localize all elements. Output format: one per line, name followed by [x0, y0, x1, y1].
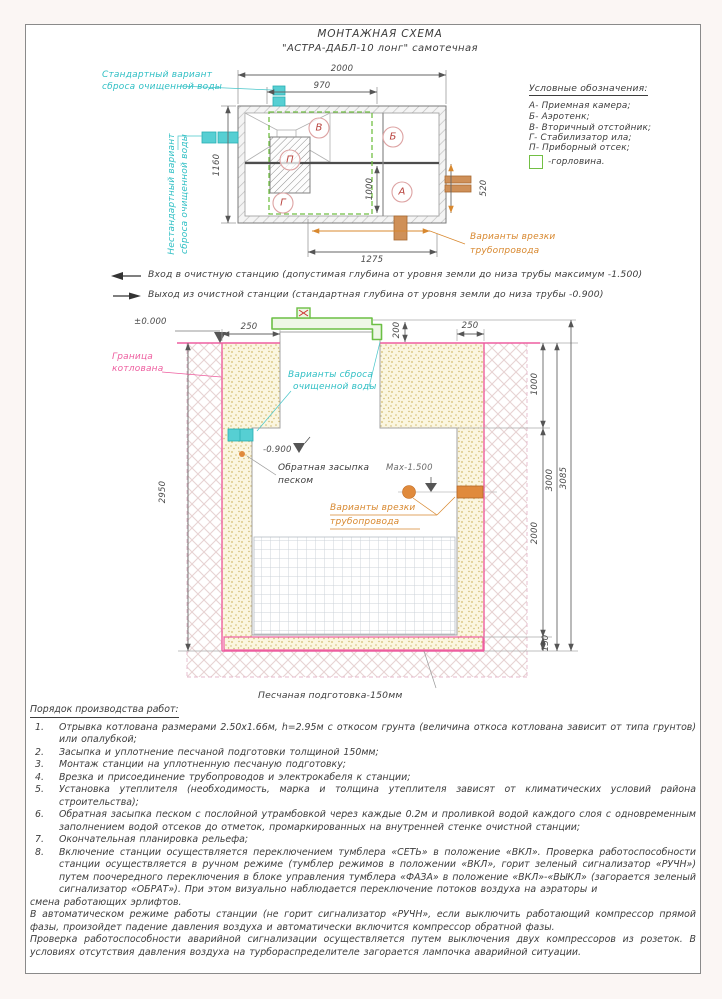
work-order-item: 7. Окончательная планировка рельефа; [35, 834, 249, 845]
section-dim-150: 150 [541, 634, 551, 652]
plan-pipe-variants-label-line2: трубопровода [470, 246, 540, 256]
plan-dim-520: 520 [479, 179, 489, 197]
work-order-title: Порядок производства работ: [30, 704, 179, 718]
work-order-item: 6. Обратная засыпка песком с послойной утрамбовкой через каждые 0.2м и проливкой водой каждого слоя с одновременным заполнением водой отсеков до отметок, промаркированных на внутренней стенке очистной станции; [35, 809, 696, 833]
work-order-item: 2. Засыпка и уплотнение песчаной подготовки толщиной 150мм; [35, 746, 379, 758]
backfill-label-line2: песком [278, 476, 314, 486]
section-sand-base [224, 637, 483, 650]
pit-boundary-label-line1: Граница [112, 352, 154, 362]
work-order [30, 704, 696, 959]
legend-item-v: В- Вторичный отстойник; [529, 123, 652, 133]
section-dim-250-right: 250 [461, 321, 479, 331]
work-order-paragraph: В автоматическом режиме работы станции (не горит сигнализатор «РУЧН», если выключить работающий компрессор прямой фазы, произойдет падение давления воздуха и автоматически включится компрессор обратной фазы. [30, 909, 696, 933]
drawing-subtitle: "АСТРА-ДАБЛ-10 лонг" самотечная [282, 43, 478, 54]
section-inlet-dot [403, 486, 416, 499]
work-order-paragraph: Проверка работоспособности аварийной сигнализации осуществляется путем выключения двух компрессоров из розеток. В условиях отсутствия давления воздуха на турбораспределителе загорается лампочка аварийной ситуации. [30, 934, 696, 958]
section-tank-grid [254, 537, 455, 634]
sand-base-label: Песчаная подготовка-150мм [258, 690, 403, 701]
drawing-title: МОНТАЖНАЯ СХЕМА [317, 28, 443, 40]
nonstandard-discharge-label-line1: Нестандартный вариант [167, 133, 177, 255]
work-order-list [30, 722, 696, 897]
pit-boundary-label-line2: котлована [112, 364, 164, 374]
work-order-item: 8. Включение станции осуществляется переключением тумблера «СЕТЬ» в положение «ВКЛ». Проверка работоспособности станции осуществляется в ручном режиме (тумблер режимов в положении «ВКЛ», горит зеленый сигнализатор «РУЧН») путем поочередного переключения в блоке управления тумблера «ФАЗА» в положение «ВКЛ»-«ВЫКЛ» (загорается зеленый сигнализатор «ОБРАТ»). При этом визуально наблюдается переключение потоков воздуха на аэраторы и [35, 846, 696, 895]
plan-dim-1000: 1000 [365, 177, 375, 201]
plan-dim-2000: 2000 [330, 64, 354, 74]
compartment-label-p: П [286, 154, 294, 166]
legend-title: Условные обозначения: [529, 83, 648, 94]
inlet-note: Вход в очистную станцию (допустимая глубина от уровня земли до низа трубы максимум -1.500) [148, 269, 643, 280]
section-pipe-variants-label-line1: Варианты врезки [330, 503, 416, 513]
section-dim-3085: 3085 [559, 466, 569, 490]
work-order-paragraph: смена работающих эрлифтов. [30, 896, 182, 908]
neck-legend-icon [529, 155, 543, 169]
section-dim-250-left: 250 [240, 322, 258, 332]
standard-discharge-label-line2: сброса очищенной воды [102, 82, 223, 92]
section-pipe-variants-label-line2: трубопровода [330, 517, 400, 527]
plan-dim-970: 970 [313, 81, 331, 91]
discharge-variants-label-line1: Варианты сброса [288, 370, 374, 380]
work-order-item: 5. Установка утеплителя (необходимость, марка и толщина утеплителя зависят от климатических условий района строительства); [35, 784, 696, 808]
work-order-item: 3. Монтаж станции на уплотненную песчаную подготовку; [35, 759, 346, 770]
section-dim-2950: 2950 [158, 480, 168, 504]
compartment-label-v: В [315, 122, 323, 134]
section-max-1500: Max-1.500 [386, 463, 433, 473]
legend-item-g: Г- Стабилизатор ила; [529, 133, 632, 143]
legend-item-a: А- Приемная камера; [529, 101, 631, 111]
section-outlet-pipe [228, 429, 253, 441]
plan-dim-1275: 1275 [360, 255, 384, 265]
plan-dim-1160: 1160 [212, 153, 222, 177]
section-dim-1000: 1000 [530, 372, 540, 396]
section-level-zero: ±0.000 [134, 317, 167, 327]
section-dim-2000: 2000 [530, 521, 540, 545]
standard-discharge-label-line1: Стандартный вариант [102, 70, 213, 80]
section-level-0900: -0.900 [263, 445, 292, 455]
legend-item-gorlovina: -горловина. [548, 157, 605, 167]
work-order-item: 1. Отрывка котлована размерами 2.50х1.66м, h=2.95м с откосом грунта (величина откоса котлована зависит от типа грунтов) или опалубкой; [35, 721, 696, 745]
outlet-note: Выход из очистной станции (стандартная глубина от уровня земли до низа трубы -0.900) [148, 289, 604, 300]
legend-item-p: П- Приборный отсек; [529, 143, 630, 153]
nonstandard-discharge-label-line2: сброса очищенной воды [180, 133, 190, 255]
section-view [162, 308, 578, 688]
compartment-label-b: Б [389, 131, 397, 143]
plan-pipe-variants-label-line1: Варианты врезки [470, 232, 556, 242]
section-outlet-dot [239, 451, 245, 457]
backfill-label-line1: Обратная засыпка [278, 463, 370, 473]
compartment-label-g: Г [280, 197, 286, 209]
compartment-label-a: А [398, 186, 406, 198]
note-arrows [111, 272, 141, 300]
section-dim-3000: 3000 [545, 468, 555, 492]
discharge-variants-label-line2: очищенной воды [293, 382, 377, 392]
work-order-item: 4. Врезка и присоединение трубопроводов и электрокабеля к станции; [35, 771, 411, 783]
legend-item-b: Б- Аэротенк; [529, 112, 590, 122]
section-dim-200: 200 [392, 321, 402, 339]
section-inlet-pipe [457, 486, 483, 498]
